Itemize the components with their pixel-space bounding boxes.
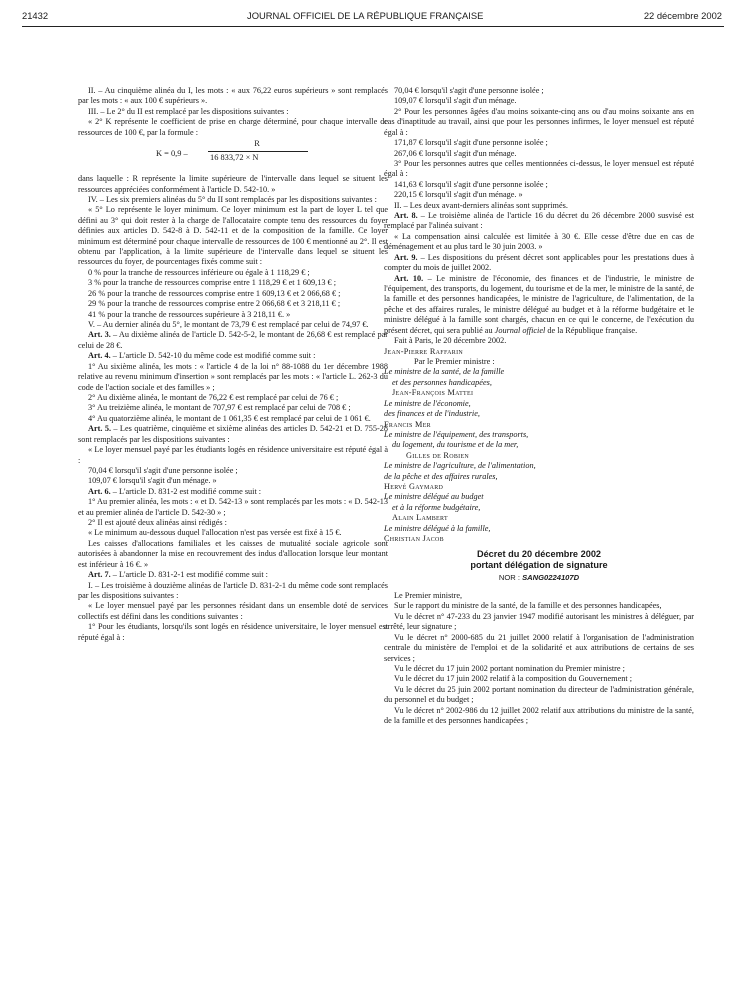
article-label: Art. 5.: [88, 424, 112, 434]
paragraph: II. – Les deux avant-derniers alinéas sont supprimés.: [394, 200, 568, 210]
article-text: – Les quatrième, cinquième et sixième alinéas des articles D. 542-21 et D. 755-28 sont remplacés par les dispositions suivantes :: [78, 424, 388, 444]
paragraph: « Le loyer mensuel payé par les personnes résidant dans un ensemble doté de services collectifs est défini dans les conditions suivantes :: [78, 601, 388, 621]
minister-title: Le ministre délégué à la famille,: [384, 523, 491, 533]
visa: Vu le décret n° 2002-986 du 12 juillet 2002 relatif aux attributions du ministre de la santé, de la famille et des personnes handicapées ;: [384, 705, 694, 726]
list-item: 2° Il est ajouté deux alinéas ainsi rédigés :: [88, 518, 227, 528]
visa: Vu le décret n° 2000-685 du 21 juillet 2000 relatif à l'organisation de l'administration centrale du ministère de l'emploi et de la solidarité et aux attributions de certains de ses services ;: [384, 632, 694, 663]
paragraph: I. – Les troisième à douzième alinéas de l'article D. 831-2-1 du même code sont remplacés par les dispositions suivantes :: [78, 580, 388, 600]
decree-title-line: Décret du 20 décembre 2002: [476, 548, 602, 559]
nor-code: SANG0224107D: [522, 572, 580, 582]
formula-lhs: K = 0,9 –: [156, 149, 188, 159]
list-item: 220,15 € lorsqu'il s'agit d'un ménage. »: [394, 190, 523, 200]
list-item: 1° Au premier alinéa, les mots : « et D. 542-13 » sont remplacés par les mots : « D. 542-13 et au premier alinéa de l'article D. 542-30 » ;: [78, 497, 388, 517]
list-item: 70,04 € lorsqu'il s'agit d'une personne isolée ;: [394, 86, 544, 95]
article-text: – Le troisième alinéa de l'article 16 du décret du 26 décembre 2000 susvisé est remplacé par l'alinéa suivant :: [384, 211, 694, 231]
article-6: [78, 487, 388, 497]
signature-gaymard: Hervé Gaymard: [384, 482, 444, 492]
list-item: 109,07 € lorsqu'il s'agit d'un ménage.: [394, 96, 517, 106]
article-10: [384, 274, 694, 337]
formula: [78, 139, 388, 173]
visa: Vu le décret du 17 juin 2002 portant nomination du Premier ministre ;: [394, 663, 625, 673]
right-column: [384, 86, 694, 726]
article-text: – Au dixième alinéa de l'article D. 542-5-2, le montant de 26,68 € est remplacé par celui de 28 €.: [78, 330, 388, 350]
journal-officiel-italic: Journal officiel: [494, 325, 546, 335]
signature-mer: Francis Mer: [384, 419, 431, 429]
signature-mattei: Jean-François Mattei: [392, 388, 474, 398]
signature-raffarin: Jean-Pierre Raffarin: [384, 346, 464, 356]
formula-denominator: 16 833,72 × N: [210, 153, 259, 163]
paragraph: « 5° Lo représente le loyer minimum. Ce loyer minimum est la part de loyer L tel que défini au 3° qui doit rester à la charge de l'allocataire compte tenu des ressources du foyer définies aux articles D. 542-8 à D. 542-11 et de la composition de la famille. Ce loyer minimum est déterminé pour chaque intervalle de ressources de 100 € mentionné au 2°. Il est obtenu par l'application, à la limite supérieure de l'intervalle dans lequel se situent les ressources du foyer, de pourcentages fixés comme suit :: [78, 205, 388, 267]
signature-jacob: Christian Jacob: [384, 534, 444, 544]
list-item: 267,06 € lorsqu'il s'agit d'un ménage.: [394, 148, 517, 158]
visa: Vu le décret n° 47-233 du 23 janvier 1947 modifié autorisant les ministres à déléguer, par arrêté, leur signature ;: [384, 611, 694, 632]
article-label: Art. 7.: [88, 570, 111, 580]
running-header: [22, 10, 722, 26]
signature-lambert: Alain Lambert: [392, 513, 448, 523]
minister-title: Le ministre de l'équipement, des transports,: [384, 429, 529, 439]
list-item: 0 % pour la tranche de ressources inférieure ou égale à 1 118,29 € ;: [88, 267, 310, 277]
article-text: – L'article D. 831-2-1 est modifié comme suit :: [110, 570, 268, 580]
article-label: Art. 3.: [88, 330, 111, 340]
paragraph: IV. – Les six premiers alinéas du 5° du II sont remplacés par les dispositions suivantes :: [88, 194, 377, 204]
fraction-bar: [208, 151, 308, 152]
minister-title: Le ministre de l'économie,: [384, 398, 471, 408]
list-item: 1° Au sixième alinéa, les mots : « l'article 4 de la loi n° 88-1088 du 1er décembre 1988 relative au revenu minimum d'insertion » sont remplacés par les mots : « l'article L. 262-3 du code de l'action sociale et des familles » ;: [78, 361, 388, 392]
list-item: 3° Au treizième alinéa, le montant de 707,97 € est remplacé par celui de 708 € ;: [88, 403, 351, 413]
article-5: [78, 424, 388, 445]
paragraph: 2° Pour les personnes âgées d'au moins soixante-cinq ans ou d'au moins soixante ans en cas d'inaptitude au travail, ainsi que pour les personnes infirmes, le loyer mensuel est réputé égal à :: [384, 106, 694, 137]
paragraph: « Le loyer mensuel payé par les étudiants logés en résidence universitaire est réputé égal à :: [78, 445, 388, 465]
article-text: – Le ministre de l'économie, des finances et de l'industrie, le ministre de l'équipement, des transports, du logement, du tourisme et de la mer, le ministre de la santé, de la famille et des personnes handicapées, le ministre de l'agriculture, de l'alimentation, de la pêche et des affaires rurales, le ministre délégué au budget et à la réforme budgétaire et le ministre délégué à la famille sont chargés, chacun en ce qui le concerne, de l'exécution du présent décret, qui sera publié au: [384, 273, 694, 335]
nor-reference: [384, 573, 694, 583]
article-8: [384, 211, 694, 232]
paragraph: Les caisses d'allocations familiales et les caisses de mutualité sociale agricole sont autorisées à abandonner la mise en recouvrement des indus d'allocation lorsque leur montant est inférieur à 16 €. »: [78, 538, 388, 569]
formula-numerator: R: [254, 139, 260, 149]
article-text: – Les dispositions du présent décret sont applicables pour les prestations dues à compter du mois de juillet 2002.: [384, 252, 694, 273]
minister-title: Le ministre délégué au budget: [384, 492, 484, 502]
paragraph: Sur le rapport du ministre de la santé, de la famille et des personnes handicapées,: [394, 601, 662, 611]
list-item: 70,04 € lorsqu'il s'agit d'une personne isolée ;: [88, 465, 238, 475]
paragraph: dans laquelle : R représente la limite supérieure de l'intervalle dans lequel se situent les ressources appréciées conformément à l'article D. 542-10. »: [78, 174, 388, 194]
minister-title: Le ministre de la santé, de la famille: [384, 367, 505, 377]
minister-title: du logement, du tourisme et de la mer,: [392, 440, 519, 450]
article-3: [78, 330, 388, 351]
article-label: Art. 8.: [394, 211, 418, 221]
list-item: 2° Au dixième alinéa, le montant de 76,22 € est remplacé par celui de 76 € ;: [88, 392, 339, 402]
article-7: [78, 570, 388, 580]
article-label: Art. 10.: [394, 273, 424, 283]
article-4: [78, 351, 388, 361]
list-item: 141,63 € lorsqu'il s'agit d'une personne isolée ;: [394, 179, 548, 189]
left-column: [78, 86, 388, 643]
page-number: 21432: [22, 10, 49, 21]
signature-robien: Gilles de Robien: [406, 450, 470, 460]
list-item: 41 % pour la tranche de ressources supérieure à 3 218,11 €. »: [88, 309, 291, 319]
list-item: 1° Pour les étudiants, lorsqu'ils sont logés en résidence universitaire, le loyer mensuel est réputé égal à :: [78, 622, 388, 642]
article-label: Art. 6.: [88, 486, 111, 496]
article-text: – L'article D. 542-10 du même code est modifié comme suit :: [110, 351, 316, 361]
visa: Vu le décret du 25 juin 2002 portant nomination du directeur de l'administration générale, du personnel et du budget ;: [384, 684, 694, 705]
article-text: – L'article D. 831-2 est modifié comme suit :: [110, 486, 262, 496]
place-date: Fait à Paris, le 20 décembre 2002.: [394, 336, 507, 346]
paragraph: Le Premier ministre,: [394, 590, 463, 600]
paragraph: « La compensation ainsi calculée est limitée à 30 €. Elle cesse d'être due en cas de déménagement et au plus tard le 30 juin 2003. »: [384, 231, 694, 252]
list-item: 29 % pour la tranche de ressources comprise entre 2 066,68 € et 3 218,11 € ;: [88, 299, 341, 309]
decree-title-line: portant délégation de signature: [470, 559, 608, 570]
article-9: [384, 253, 694, 274]
article-label: Art. 4.: [88, 351, 111, 361]
paragraph: V. – Au dernier alinéa du 5°, le montant de 73,79 € est remplacé par celui de 74,97 €.: [88, 320, 369, 330]
list-item: 26 % pour la tranche de ressources comprise entre 1 609,13 € et 2 066,68 € ;: [88, 288, 341, 298]
paragraph: II. – Au cinquième alinéa du I, les mots : « aux 76,22 euros supérieurs » sont remplacés par les mots : « aux 100 € supérieurs ».: [78, 86, 388, 106]
article-text-end: de la République française.: [545, 325, 638, 335]
nor-label: NOR :: [498, 572, 523, 582]
minister-title: et des personnes handicapées,: [392, 377, 492, 387]
list-item: 171,87 € lorsqu'il s'agit d'une personne isolée ;: [394, 138, 548, 148]
minister-title: et à la réforme budgétaire,: [392, 502, 481, 512]
paragraph: « 2° K représente le coefficient de prise en charge déterminé, pour chaque intervalle de ressources de 100 €, par la formule :: [78, 117, 388, 137]
article-label: Art. 9.: [394, 252, 418, 262]
list-item: 3 % pour la tranche de ressources comprise entre 1 118,29 € et 1 609,13 € ;: [88, 278, 337, 288]
visa: Vu le décret du 17 juin 2002 relatif à la composition du Gouvernement ;: [394, 674, 633, 684]
paragraph: 3° Pour les personnes autres que celles mentionnées ci-dessus, le loyer mensuel est réputé égal à :: [384, 158, 694, 179]
paragraph: III. – Le 2° du II est remplacé par les dispositions suivantes :: [88, 106, 289, 116]
header-rule: [22, 26, 724, 27]
minister-title: de la pêche et des affaires rurales,: [384, 471, 498, 481]
list-item: 109,07 € lorsqu'il s'agit d'un ménage. »: [88, 476, 217, 486]
decree-title: [384, 549, 694, 571]
issue-date: 22 décembre 2002: [643, 10, 722, 21]
journal-title: JOURNAL OFFICIEL DE LA RÉPUBLIQUE FRANÇAISE: [247, 10, 484, 21]
minister-title: des finances et de l'industrie,: [384, 409, 480, 419]
paragraph: « Le minimum au-dessous duquel l'allocation n'est pas versée est fixé à 15 €.: [88, 528, 342, 538]
par-premier-ministre: Par le Premier ministre :: [414, 356, 495, 366]
list-item: 4° Au quatorzième alinéa, le montant de 1 061,35 € est remplacé par celui de 1 061 €.: [88, 413, 371, 423]
minister-title: Le ministre de l'agriculture, de l'alimentation,: [384, 461, 536, 471]
